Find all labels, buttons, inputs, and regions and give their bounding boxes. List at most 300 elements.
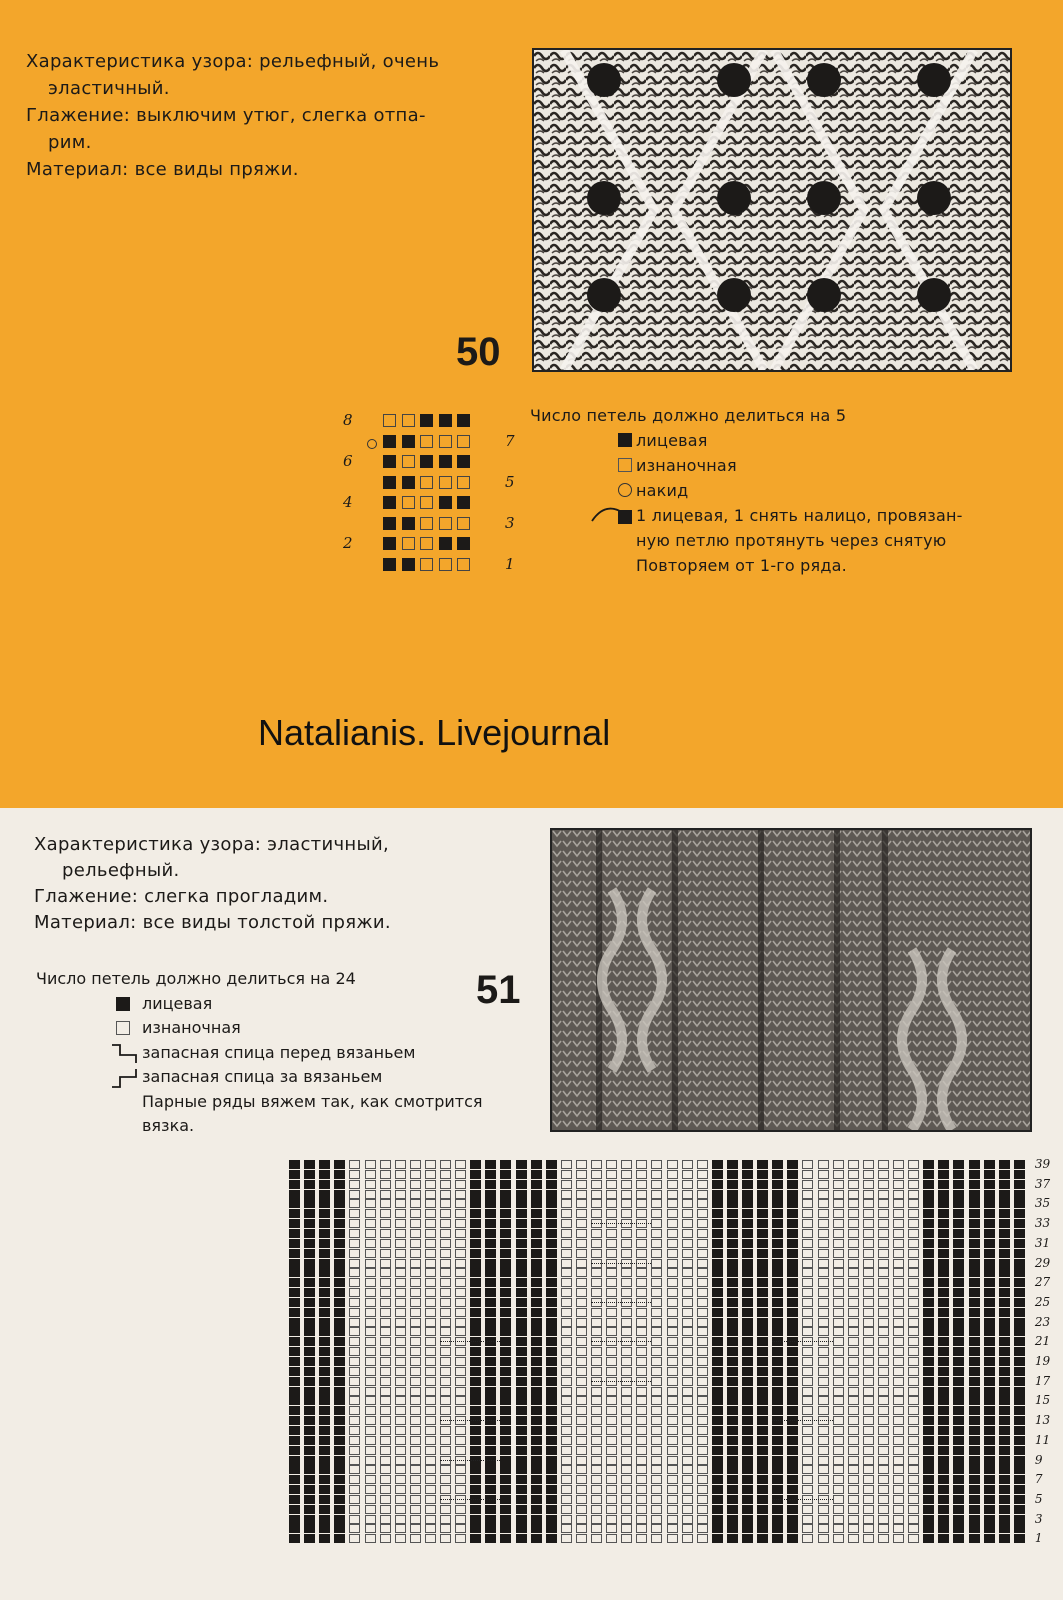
knit-cell xyxy=(938,1406,949,1415)
purl-cell xyxy=(395,1209,406,1218)
knit-cell xyxy=(531,1357,542,1366)
knit-cell xyxy=(516,1456,527,1465)
purl-cell xyxy=(410,1436,421,1445)
knit-cell xyxy=(319,1308,330,1317)
purl-cell xyxy=(576,1298,587,1307)
knit-cell xyxy=(953,1377,964,1386)
purl-cell xyxy=(697,1495,708,1504)
pattern50-characteristic: Характеристика узора: рельефный, очень xyxy=(26,51,440,72)
knit-cell xyxy=(289,1190,300,1199)
purl-cell xyxy=(591,1367,602,1376)
cable-mark xyxy=(440,1420,500,1421)
purl-cell xyxy=(621,1436,632,1445)
knit-cell xyxy=(727,1278,738,1287)
legend-purl: изнаночная xyxy=(636,456,737,475)
knit-cell xyxy=(772,1199,783,1208)
purl-cell xyxy=(591,1278,602,1287)
purl-cell xyxy=(440,1327,451,1336)
purl-cell xyxy=(425,1199,436,1208)
knit-cell xyxy=(289,1515,300,1524)
purl-cell xyxy=(863,1505,874,1514)
purl-cell xyxy=(395,1219,406,1228)
knit-cell xyxy=(969,1199,980,1208)
purl-cell xyxy=(893,1219,904,1228)
purl-cell xyxy=(682,1160,693,1169)
purl-cell xyxy=(833,1259,844,1268)
knit-cell xyxy=(319,1209,330,1218)
knit-cell xyxy=(938,1367,949,1376)
knit-cell xyxy=(787,1406,798,1415)
purl-cell xyxy=(365,1209,376,1218)
purl-cell xyxy=(349,1327,360,1336)
purl-cell xyxy=(621,1357,632,1366)
purl-cell xyxy=(395,1387,406,1396)
purl-cell xyxy=(576,1209,587,1218)
knit-cell xyxy=(938,1170,949,1179)
knit-cell xyxy=(500,1357,511,1366)
purl-cell xyxy=(440,1278,451,1287)
knit-cell xyxy=(470,1396,481,1405)
purl-cell xyxy=(682,1534,693,1543)
purl-cell xyxy=(863,1495,874,1504)
knit-cell xyxy=(938,1347,949,1356)
purl-cell xyxy=(395,1199,406,1208)
purl-cell xyxy=(455,1534,466,1543)
knit-cell xyxy=(289,1495,300,1504)
knit-cell xyxy=(531,1268,542,1277)
purl-cell xyxy=(349,1249,360,1258)
knit-cell xyxy=(500,1475,511,1484)
knit-cell xyxy=(984,1199,995,1208)
knit-cell xyxy=(546,1259,557,1268)
knit-cell xyxy=(546,1406,557,1415)
purl-cell xyxy=(365,1318,376,1327)
purl-cell xyxy=(651,1465,662,1474)
purl-cell xyxy=(591,1446,602,1455)
purl-cell xyxy=(878,1239,889,1248)
knit-cell xyxy=(289,1377,300,1386)
purl-cell xyxy=(908,1475,919,1484)
purl-cell xyxy=(365,1505,376,1514)
knit-cell xyxy=(999,1475,1010,1484)
purl-cell xyxy=(697,1367,708,1376)
purl-cell xyxy=(455,1199,466,1208)
purl-cell xyxy=(863,1367,874,1376)
knit-cell xyxy=(984,1337,995,1346)
knit-cell xyxy=(531,1327,542,1336)
purl-cell xyxy=(682,1475,693,1484)
knit-cell xyxy=(289,1387,300,1396)
purl-cell xyxy=(395,1278,406,1287)
purl-cell xyxy=(833,1318,844,1327)
purl-cell xyxy=(833,1465,844,1474)
purl-cell xyxy=(440,1485,451,1494)
knit-cell xyxy=(334,1249,345,1258)
knit-cell xyxy=(984,1278,995,1287)
purl-cell xyxy=(697,1534,708,1543)
purl-cell xyxy=(425,1259,436,1268)
purl-cell xyxy=(561,1524,572,1533)
purl-cell xyxy=(651,1436,662,1445)
purl-cell xyxy=(848,1308,859,1317)
purl-cell xyxy=(667,1357,678,1366)
purl-cell xyxy=(636,1406,647,1415)
purl-cell xyxy=(349,1199,360,1208)
knit-cell xyxy=(485,1377,496,1386)
purl-cell xyxy=(863,1160,874,1169)
purl-cell xyxy=(878,1229,889,1238)
purl-cell xyxy=(908,1357,919,1366)
knit-cell xyxy=(546,1229,557,1238)
knit-cell xyxy=(984,1505,995,1514)
knit-cell xyxy=(772,1377,783,1386)
knit-cell xyxy=(984,1515,995,1524)
purl-cell xyxy=(863,1485,874,1494)
knit-cell xyxy=(304,1298,315,1307)
knit-cell xyxy=(470,1190,481,1199)
knit-cell xyxy=(712,1308,723,1317)
knit-cell xyxy=(516,1406,527,1415)
knit-cell xyxy=(531,1456,542,1465)
purl-cell xyxy=(636,1199,647,1208)
purl-cell xyxy=(682,1180,693,1189)
knit-cell xyxy=(319,1416,330,1425)
knit-cell xyxy=(319,1318,330,1327)
knit-cell xyxy=(712,1465,723,1474)
purl-cell xyxy=(395,1180,406,1189)
knit-cell xyxy=(304,1387,315,1396)
purl-cell xyxy=(395,1288,406,1297)
knit-cell xyxy=(402,558,415,571)
purl-cell xyxy=(606,1416,617,1425)
cable-mark xyxy=(440,1460,500,1461)
purl-cell xyxy=(621,1180,632,1189)
pattern50-photo xyxy=(532,48,1012,372)
knit-cell xyxy=(470,1219,481,1228)
purl-cell xyxy=(682,1446,693,1455)
knit-cell xyxy=(757,1249,768,1258)
purl-cell xyxy=(365,1160,376,1169)
purl-cell xyxy=(682,1456,693,1465)
purl-cell xyxy=(682,1278,693,1287)
purl-cell xyxy=(636,1396,647,1405)
knit-cell xyxy=(485,1219,496,1228)
purl-cell xyxy=(621,1347,632,1356)
knit-cell xyxy=(712,1199,723,1208)
purl-cell xyxy=(365,1288,376,1297)
purl-cell xyxy=(802,1308,813,1317)
purl-cell xyxy=(833,1367,844,1376)
purl-cell xyxy=(349,1465,360,1474)
knit-cell xyxy=(984,1180,995,1189)
knit-cell xyxy=(727,1337,738,1346)
purl-cell xyxy=(667,1337,678,1346)
purl-cell xyxy=(576,1406,587,1415)
pattern50-ironing-cont: рим. xyxy=(48,132,92,153)
knit-cell xyxy=(546,1278,557,1287)
purl-cell xyxy=(878,1416,889,1425)
purl-cell xyxy=(802,1288,813,1297)
purl-cell xyxy=(365,1515,376,1524)
purl-cell xyxy=(697,1406,708,1415)
purl-cell xyxy=(440,1199,451,1208)
knit-cell xyxy=(470,1436,481,1445)
purl-cell xyxy=(561,1377,572,1386)
purl-cell xyxy=(802,1180,813,1189)
knit-cell xyxy=(304,1278,315,1287)
purl-cell xyxy=(425,1357,436,1366)
knit-cell xyxy=(531,1367,542,1376)
knit-cell xyxy=(531,1278,542,1287)
row-number: 6 xyxy=(343,452,353,470)
knit-cell xyxy=(953,1199,964,1208)
knit-cell xyxy=(383,476,396,489)
knit-cell xyxy=(334,1406,345,1415)
knit-cell xyxy=(727,1190,738,1199)
knit-cell xyxy=(742,1318,753,1327)
purl-cell xyxy=(606,1347,617,1356)
purl-cell xyxy=(908,1377,919,1386)
knit-cell xyxy=(772,1327,783,1336)
knit-cell xyxy=(757,1308,768,1317)
knit-cell xyxy=(531,1495,542,1504)
purl-cell xyxy=(365,1298,376,1307)
purl-cell xyxy=(863,1406,874,1415)
knit-cell xyxy=(319,1396,330,1405)
knit-cell xyxy=(984,1495,995,1504)
knit-cell xyxy=(969,1505,980,1514)
knit-cell xyxy=(1014,1406,1025,1415)
purl-cell xyxy=(667,1524,678,1533)
purl-cell xyxy=(651,1387,662,1396)
knit-cell xyxy=(304,1534,315,1543)
purl-cell xyxy=(833,1239,844,1248)
knit-cell xyxy=(923,1278,934,1287)
purl-cell xyxy=(893,1209,904,1218)
knit-cell xyxy=(500,1377,511,1386)
knit-cell xyxy=(742,1278,753,1287)
knit-cell xyxy=(938,1199,949,1208)
purl-cell xyxy=(802,1406,813,1415)
knit-cell xyxy=(984,1524,995,1533)
purl-cell xyxy=(818,1426,829,1435)
knit-cell xyxy=(546,1347,557,1356)
knit-cell xyxy=(500,1170,511,1179)
knit-cell xyxy=(772,1209,783,1218)
knit-cell xyxy=(470,1209,481,1218)
knit-cell xyxy=(470,1199,481,1208)
knit-cell xyxy=(516,1278,527,1287)
knit-cell xyxy=(531,1298,542,1307)
purl-cell xyxy=(848,1219,859,1228)
knit-cell xyxy=(969,1396,980,1405)
purl-cell xyxy=(410,1387,421,1396)
knit-cell xyxy=(757,1446,768,1455)
knit-cell xyxy=(516,1308,527,1317)
knit-cell xyxy=(727,1160,738,1169)
knit-cell xyxy=(712,1249,723,1258)
purl-cell xyxy=(591,1534,602,1543)
purl-cell xyxy=(848,1495,859,1504)
knit-cell xyxy=(546,1377,557,1386)
purl-cell xyxy=(833,1475,844,1484)
purl-cell xyxy=(349,1446,360,1455)
purl-cell xyxy=(349,1367,360,1376)
purl-cell xyxy=(863,1268,874,1277)
purl-cell xyxy=(365,1268,376,1277)
purl-cell xyxy=(893,1160,904,1169)
purl-cell xyxy=(697,1298,708,1307)
knit-cell xyxy=(787,1387,798,1396)
purl-cell xyxy=(561,1347,572,1356)
knit-cell xyxy=(742,1209,753,1218)
row-number: 19 xyxy=(1034,1354,1051,1368)
knit-cell xyxy=(953,1160,964,1169)
knit-cell xyxy=(712,1180,723,1189)
knit-cell xyxy=(999,1308,1010,1317)
knit-cell xyxy=(402,517,415,530)
knit-cell xyxy=(304,1515,315,1524)
purl-cell xyxy=(848,1456,859,1465)
knit-cell xyxy=(319,1249,330,1258)
knit-cell xyxy=(999,1406,1010,1415)
purl-cell xyxy=(576,1337,587,1346)
knit-cell xyxy=(923,1377,934,1386)
knit-cell xyxy=(953,1475,964,1484)
cable-front-symbol xyxy=(108,1043,140,1065)
knit-cell xyxy=(531,1465,542,1474)
knit-cell xyxy=(546,1298,557,1307)
purl-cell xyxy=(440,1298,451,1307)
knit-cell xyxy=(938,1229,949,1238)
purl-cell xyxy=(395,1298,406,1307)
purl-cell xyxy=(380,1396,391,1405)
purl-cell xyxy=(863,1298,874,1307)
purl-cell xyxy=(651,1495,662,1504)
purl-cell xyxy=(410,1406,421,1415)
purl-cell xyxy=(878,1485,889,1494)
knit-cell xyxy=(969,1534,980,1543)
purl-cell xyxy=(455,1190,466,1199)
knit-cell xyxy=(969,1485,980,1494)
knit-cell xyxy=(500,1446,511,1455)
knit-cell xyxy=(938,1268,949,1277)
knit-cell xyxy=(742,1396,753,1405)
purl-cell xyxy=(818,1318,829,1327)
knit-cell xyxy=(334,1190,345,1199)
knit-cell xyxy=(999,1259,1010,1268)
knit-cell xyxy=(757,1239,768,1248)
knit-cell xyxy=(787,1318,798,1327)
knit-cell xyxy=(999,1199,1010,1208)
knit-cell xyxy=(289,1524,300,1533)
knit-cell xyxy=(500,1219,511,1228)
purl-cell xyxy=(908,1485,919,1494)
knit-cell xyxy=(999,1465,1010,1474)
knit-cell xyxy=(742,1524,753,1533)
purl-cell xyxy=(636,1288,647,1297)
knit-cell xyxy=(938,1357,949,1366)
knit-cell xyxy=(984,1387,995,1396)
purl-cell xyxy=(395,1446,406,1455)
knit-cell xyxy=(999,1485,1010,1494)
knit-cell xyxy=(500,1387,511,1396)
knit-cell xyxy=(470,1160,481,1169)
knit-cell xyxy=(334,1534,345,1543)
purl-cell xyxy=(667,1426,678,1435)
purl-cell xyxy=(365,1229,376,1238)
purl-cell xyxy=(818,1160,829,1169)
knit-cell xyxy=(757,1259,768,1268)
purl-cell xyxy=(576,1475,587,1484)
knit-cell xyxy=(319,1367,330,1376)
knit-cell xyxy=(938,1160,949,1169)
knit-cell xyxy=(923,1357,934,1366)
knit-cell xyxy=(319,1337,330,1346)
purl-cell xyxy=(561,1308,572,1317)
knit-cell xyxy=(485,1505,496,1514)
purl-cell xyxy=(425,1288,436,1297)
purl-cell xyxy=(833,1387,844,1396)
purl-cell xyxy=(848,1249,859,1258)
purl-cell xyxy=(561,1318,572,1327)
knit-cell xyxy=(712,1367,723,1376)
purl-cell xyxy=(636,1475,647,1484)
purl-cell xyxy=(636,1357,647,1366)
purl-cell xyxy=(365,1396,376,1405)
knit-cell xyxy=(938,1396,949,1405)
knit-cell xyxy=(712,1347,723,1356)
purl-cell xyxy=(908,1209,919,1218)
purl-cell xyxy=(349,1387,360,1396)
purl-cell xyxy=(818,1396,829,1405)
knit-cell xyxy=(742,1219,753,1228)
purl-cell xyxy=(410,1209,421,1218)
knit-cell xyxy=(712,1190,723,1199)
knit-cell xyxy=(546,1160,557,1169)
knit-cell xyxy=(923,1367,934,1376)
knit-cell xyxy=(727,1180,738,1189)
knit-cell xyxy=(742,1475,753,1484)
legend-special-row xyxy=(450,503,963,528)
knit-cell xyxy=(969,1495,980,1504)
purl-cell xyxy=(802,1436,813,1445)
purl-cell xyxy=(651,1347,662,1356)
purl-cell xyxy=(833,1495,844,1504)
knit-cell xyxy=(787,1298,798,1307)
purl-cell xyxy=(863,1456,874,1465)
row-number: 1 xyxy=(1034,1531,1043,1546)
purl-cell xyxy=(561,1170,572,1179)
knit-cell xyxy=(999,1377,1010,1386)
purl-cell xyxy=(455,1426,466,1435)
knit-cell xyxy=(531,1239,542,1248)
purl-cell xyxy=(848,1387,859,1396)
purl-cell xyxy=(365,1426,376,1435)
row-number: 4 xyxy=(343,493,353,511)
knit-cell xyxy=(984,1416,995,1425)
purl-cell xyxy=(365,1485,376,1494)
purl-cell xyxy=(863,1170,874,1179)
purl-cell xyxy=(380,1436,391,1445)
purl-cell xyxy=(893,1495,904,1504)
purl-cell xyxy=(908,1308,919,1317)
purl-cell xyxy=(651,1259,662,1268)
purl-cell xyxy=(636,1229,647,1238)
knit-cell xyxy=(485,1475,496,1484)
knit-cell xyxy=(712,1327,723,1336)
knit-cell xyxy=(383,517,396,530)
